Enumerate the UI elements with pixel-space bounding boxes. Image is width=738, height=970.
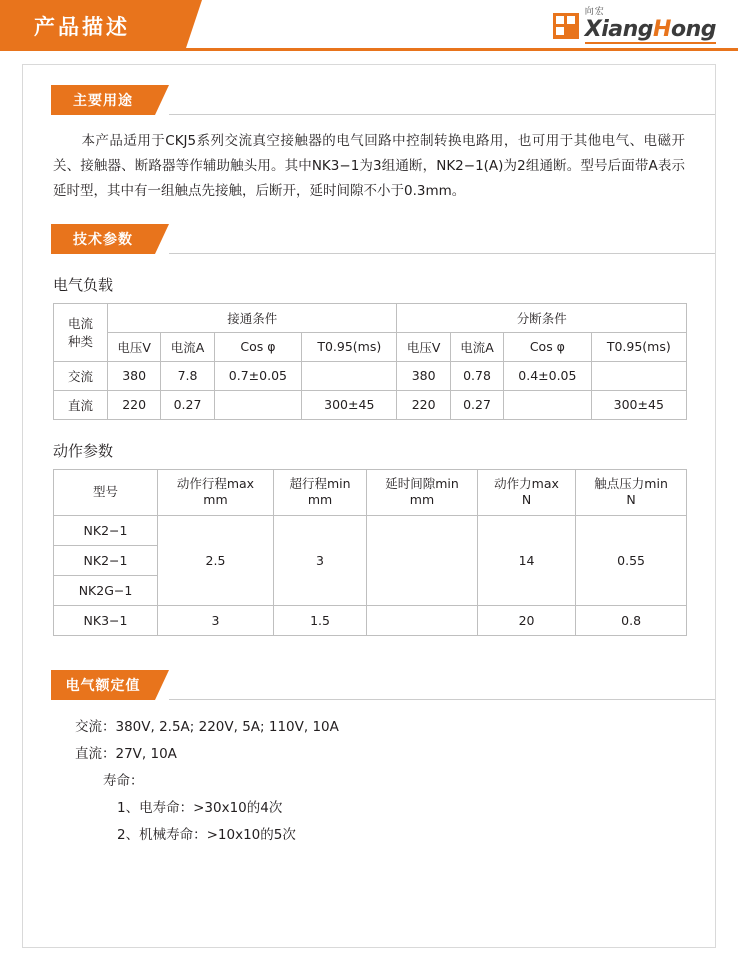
table1-cell-1-7: 300±45 — [591, 390, 686, 419]
table2-last-action-stroke: 3 — [158, 605, 274, 635]
logo-chinese-name: 向宏 — [584, 7, 605, 17]
section-header-purpose — [51, 85, 715, 115]
table2-header-3-line2: mm — [409, 492, 435, 508]
table1-title: 电气负载 — [53, 275, 114, 294]
table1-col-header-7: T0.95(ms) — [591, 332, 686, 361]
section-header-tech — [51, 224, 715, 254]
table2-over-stroke-merged: 3 — [273, 515, 366, 605]
section-header-tech-bar — [51, 224, 155, 254]
page-header — [0, 0, 738, 56]
table1-cell-0-4: 380 — [397, 361, 450, 390]
electrical-load-table — [53, 303, 687, 420]
section-header-ratings-bar — [51, 670, 155, 700]
ratings-block — [75, 714, 715, 849]
purpose-paragraph-text: 本产品适用于CKJ5系列交流真空接触器的电气回路中控制转换电路用，也可用于其他电气、电磁开关、接触器、断路器等作辅助触头用。其中NK3−1为3组通断，NK2−1(A)为2组通断。型号后面带A表示延时型，其中有一组触点先接触，后断开，延时间隙不小于0.3mm。 — [53, 133, 685, 199]
table1-corner-top: 电流 — [67, 316, 93, 332]
table2-header-2-line2: mm — [307, 492, 333, 508]
section-header-purpose-arrow — [155, 85, 169, 115]
table2-header-3-line1: 延时间隙min — [385, 476, 459, 492]
table1-cell-0-6: 0.4±0.05 — [504, 361, 591, 390]
table1-cell-1-5: 0.27 — [450, 390, 503, 419]
table2-action-force-merged: 14 — [477, 515, 575, 605]
section-header-ratings-arrow — [155, 670, 169, 700]
table2-model-0: NK2−1 — [54, 515, 158, 545]
table1-col-header-6: Cos φ — [504, 332, 591, 361]
table2-header-4 — [477, 469, 575, 515]
table1-col-header-3: T0.95(ms) — [302, 332, 397, 361]
logo-english-name: XiangHong — [584, 17, 716, 42]
table2-header-1-line1: 动作行程max — [176, 476, 255, 492]
ratings-line-electrical-life: 1、电寿命：>30x10的4次 — [117, 799, 283, 816]
table-row — [54, 361, 687, 390]
table2-header-2 — [273, 469, 366, 515]
table2-header-1-line2: mm — [203, 492, 228, 508]
table2-last-delay-gap — [367, 605, 478, 635]
logo-text — [585, 8, 716, 44]
table1-col-header-2: Cos φ — [214, 332, 301, 361]
table1-col-header-5: 电流A — [450, 332, 503, 361]
table1-row-label-1: 直流 — [54, 390, 108, 419]
table-row — [54, 605, 687, 635]
ratings-line-mechanical-life: 2、机械寿命：>10x10的5次 — [117, 826, 296, 843]
section-header-purpose-line — [169, 114, 715, 115]
table1-cell-1-2 — [214, 390, 301, 419]
table2-model-2: NK2G−1 — [54, 575, 158, 605]
ratings-line-ac: 交流：380V, 2.5A; 220V, 5A; 110V, 10A — [75, 718, 339, 735]
table1-cell-1-4: 220 — [397, 390, 450, 419]
table1-cell-0-2: 0.7±0.05 — [214, 361, 301, 390]
table-row — [54, 303, 687, 332]
table1-col-header-4: 电压V — [397, 332, 450, 361]
section-header-tech-label: 技术参数 — [73, 231, 133, 248]
table1-cell-0-0: 380 — [108, 361, 161, 390]
ratings-line-dc: 直流：27V, 10A — [75, 745, 177, 762]
table2-action-stroke-merged: 2.5 — [158, 515, 274, 605]
table-row — [54, 332, 687, 361]
table2-last-contact-pressure: 0.8 — [576, 605, 687, 635]
logo-underline — [585, 42, 716, 44]
content-frame — [22, 64, 716, 948]
table2-header-4-line1: 动作力max — [494, 476, 559, 492]
table2-header-1 — [158, 469, 274, 515]
table2-header-2-line1: 超行程min — [289, 476, 351, 492]
purpose-paragraph — [53, 129, 685, 204]
table1-col-header-0: 电压V — [108, 332, 161, 361]
table2-last-over-stroke: 1.5 — [273, 605, 366, 635]
table1-col-header-1: 电流A — [161, 332, 214, 361]
action-parameters-table — [53, 469, 687, 636]
table1-cell-1-0: 220 — [108, 390, 161, 419]
table2-header-5 — [576, 469, 687, 515]
table1-cell-1-6 — [504, 390, 591, 419]
table2-header-5-line1: 触点压力min — [594, 476, 668, 492]
table1-cell-0-7 — [591, 361, 686, 390]
table2-last-action-force: 20 — [477, 605, 575, 635]
table-row — [54, 390, 687, 419]
table1-cell-1-3: 300±45 — [302, 390, 397, 419]
table1-cell-0-1: 7.8 — [161, 361, 214, 390]
header-rule — [0, 48, 738, 51]
table1-corner-cell — [54, 303, 108, 361]
section-header-ratings-line — [169, 699, 715, 700]
table2-contact-pressure-merged: 0.55 — [576, 515, 687, 605]
table2-header-0 — [54, 469, 158, 515]
table2-header-0-line1: 型号 — [92, 484, 118, 500]
section-header-tech-arrow — [155, 224, 169, 254]
table2-model-1: NK2−1 — [54, 545, 158, 575]
table-row — [54, 469, 687, 515]
section-header-purpose-label: 主要用途 — [73, 93, 133, 109]
table1-row-label-0: 交流 — [54, 361, 108, 390]
table1-cell-0-5: 0.78 — [450, 361, 503, 390]
table-row — [54, 515, 687, 545]
table2-header-3 — [367, 469, 478, 515]
table1-group-header-0: 接通条件 — [108, 303, 397, 332]
table2-title: 动作参数 — [53, 441, 114, 460]
section-header-ratings-label: 电气额定值 — [65, 677, 141, 694]
table1-cell-1-1: 0.27 — [161, 390, 214, 419]
header-title-bar-arrow — [186, 0, 202, 48]
section-header-tech-line — [169, 253, 715, 254]
ratings-line-life-title: 寿命： — [103, 772, 144, 789]
logo-mark-icon — [553, 13, 579, 39]
table1-group-header-1: 分断条件 — [397, 303, 687, 332]
table2-header-4-line2: N — [521, 492, 532, 508]
table2-header-5-line2: N — [626, 492, 636, 508]
table1-cell-0-3 — [302, 361, 397, 390]
table1-corner-bottom: 种类 — [67, 334, 93, 350]
page-title: 产品描述 — [34, 15, 130, 39]
table2-delay-gap-merged — [367, 515, 478, 605]
section-header-ratings — [51, 670, 715, 700]
company-logo — [553, 6, 716, 46]
table2-model-3: NK3−1 — [54, 605, 158, 635]
section-header-purpose-bar — [51, 85, 155, 115]
